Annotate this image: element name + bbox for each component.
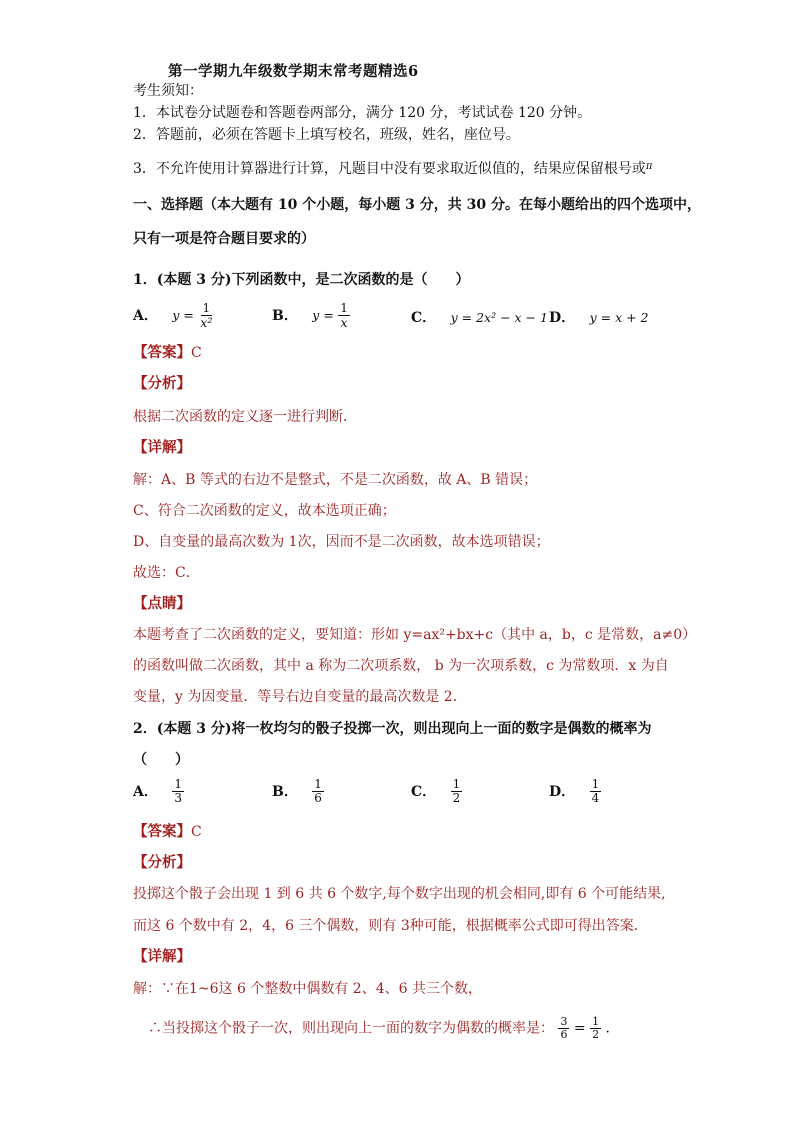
q2-result-equals: = bbox=[573, 1020, 586, 1037]
question-2-analysis-tag: 【分析】 bbox=[133, 854, 191, 871]
question-1-detail-1: 解：A、B 等式的右边不是整式，不是二次函数，故 A、B 错误； bbox=[133, 472, 538, 488]
q2-result-denominator-2: 2 bbox=[592, 1028, 600, 1041]
q2-option-d-numerator: 1 bbox=[591, 777, 600, 791]
question-2-option-d bbox=[549, 778, 601, 805]
q2-detail-2-text: ∴当投掷这个骰子一次，则出现向上一面的数字为偶数的概率是： bbox=[148, 1020, 554, 1037]
question-2-option-c bbox=[411, 778, 462, 805]
q2-option-c-denominator: 2 bbox=[452, 791, 461, 805]
page-title: 第一学期九年级数学期末常考题精选6 bbox=[168, 63, 419, 80]
answer-value: C bbox=[191, 345, 202, 361]
option-c-label: C． bbox=[411, 310, 437, 326]
q2-result-fraction-1 bbox=[558, 1016, 569, 1041]
question-2-detail-tag: 【详解】 bbox=[133, 948, 191, 965]
q2-result-denominator-1: 6 bbox=[560, 1028, 568, 1041]
question-1-detail-2: C、符合二次函数的定义，故本选项正确； bbox=[133, 503, 396, 519]
question-1-comment-1: 本题考查了二次函数的定义，要知道：形如 y=ax²+bx+c（其中 a，b，c 是常数，a≠0） bbox=[133, 627, 697, 643]
notice-item-2: 2．答题前，必须在答题卡上填写校名，班级，姓名，座位号。 bbox=[133, 127, 520, 143]
question-1-comment-tag: 【点睛】 bbox=[133, 595, 191, 612]
question-1-detail-tag: 【详解】 bbox=[133, 439, 191, 456]
q2-option-b-label: B． bbox=[272, 783, 298, 800]
question-2-option-b bbox=[272, 778, 324, 805]
question-1-option-d bbox=[549, 308, 649, 328]
q2-option-c-fraction bbox=[451, 778, 463, 805]
question-1-text: (本题 3 分)下列函数中，是二次函数的是（ ） bbox=[156, 272, 470, 288]
notice-heading: 考生须知： bbox=[133, 83, 203, 99]
question-2-detail-1: 解：∵在1~6这 6 个整数中偶数有 2、4、6 共三个数， bbox=[133, 981, 482, 997]
notice-item-1: 1．本试卷分试题卷和答题卷两部分，满分 120 分，考试试卷 120 分钟。 bbox=[133, 105, 592, 121]
question-1-number: 1． bbox=[133, 272, 157, 288]
question-1-comment-2: 的函数叫做二次函数，其中 a 称为二次项系数， b 为一次项系数，c 为常数项．x 为自 bbox=[133, 658, 669, 674]
option-a-label: A． bbox=[133, 307, 158, 324]
q2-result-fraction-2 bbox=[590, 1016, 601, 1041]
question-1-analysis-tag: 【分析】 bbox=[133, 375, 191, 392]
q2-option-d-label: D． bbox=[549, 783, 576, 800]
answer-tag: 【答案】 bbox=[133, 344, 191, 361]
question-2-option-a bbox=[133, 778, 184, 805]
q2-option-d-fraction bbox=[590, 778, 602, 805]
q2-result-numerator-1: 3 bbox=[560, 1015, 568, 1028]
q2-option-a-numerator: 1 bbox=[174, 777, 182, 791]
question-1-detail-4: 故选：C． bbox=[133, 565, 200, 581]
q2-option-b-fraction bbox=[312, 778, 324, 805]
q2-option-b-denominator: 6 bbox=[314, 791, 322, 805]
notice-item-3-text: 3．不允许使用计算器进行计算，凡题目中没有要求取近似值的，结果应保留根号或 bbox=[133, 161, 646, 177]
q2-option-a-denominator: 3 bbox=[174, 791, 182, 805]
option-d-expression: y = x + 2 bbox=[589, 310, 649, 325]
question-1-comment-3: 变量，y 为因变量．等号右边自变量的最高次数是 2． bbox=[133, 689, 467, 705]
option-a-fraction bbox=[198, 302, 214, 329]
question-2-answer bbox=[133, 822, 202, 842]
section-heading-line-2: 只有一项是符合题目要求的） bbox=[133, 231, 315, 247]
option-b-label: B． bbox=[272, 307, 298, 324]
question-1-stem bbox=[133, 270, 470, 290]
q2-option-d-denominator: 4 bbox=[591, 791, 600, 805]
question-2-detail-2 bbox=[148, 1016, 620, 1041]
question-2-text: (本题 3 分)将一枚均匀的骰子投掷一次，则出现向上一面的数字是偶数的概率为 bbox=[156, 721, 652, 737]
notice-item-3 bbox=[133, 157, 652, 179]
q2-answer-value: C bbox=[191, 824, 202, 840]
pi-symbol: π bbox=[645, 161, 653, 172]
question-2-analysis-1: 投掷这个骰子会出现 1 到 6 共 6 个数字,每个数字出现的机会相同,即有 6 个可能结果, bbox=[133, 886, 666, 902]
question-2-analysis-2: 而这 6 个数中有 2，4，6 三个偶数，则有 3种可能，根据概率公式即可得出答案． bbox=[133, 918, 648, 934]
option-a-lhs: y = bbox=[172, 307, 194, 323]
option-b-numerator: 1 bbox=[340, 301, 348, 315]
q2-option-a-label: A． bbox=[133, 783, 158, 800]
option-a-denominator: x² bbox=[200, 315, 213, 330]
section-heading-line-1: 一、选择题（本大题有 10 个小题，每小题 3 分，共 30 分。在每小题给出的四个选项中， bbox=[133, 197, 701, 213]
question-1-analysis: 根据二次函数的定义逐一进行判断． bbox=[133, 409, 357, 425]
question-1-detail-3: D、自变量的最高次数为 1次，因而不是二次函数，故本选项错误； bbox=[133, 534, 550, 550]
q2-option-b-numerator: 1 bbox=[314, 777, 322, 791]
question-2-number: 2． bbox=[133, 721, 157, 737]
q2-result-end: ． bbox=[605, 1020, 620, 1037]
option-b-fraction bbox=[338, 302, 350, 329]
question-1-answer bbox=[133, 343, 202, 363]
question-2-stem bbox=[133, 719, 652, 739]
q2-answer-tag: 【答案】 bbox=[133, 823, 191, 840]
question-2-paren: （ ） bbox=[133, 752, 189, 768]
q2-result-numerator-2: 1 bbox=[592, 1015, 600, 1028]
option-b-lhs: y = bbox=[312, 307, 334, 323]
question-1-option-a bbox=[133, 302, 214, 329]
option-a-numerator: 1 bbox=[202, 301, 211, 315]
q2-option-a-fraction bbox=[172, 778, 184, 805]
option-b-denominator: x bbox=[340, 315, 348, 330]
q2-option-c-numerator: 1 bbox=[452, 777, 461, 791]
option-c-expression: y = 2x² − x − 1 bbox=[450, 310, 548, 325]
q2-option-c-label: C． bbox=[411, 783, 437, 800]
question-1-option-c bbox=[411, 308, 548, 328]
question-1-option-b bbox=[272, 302, 350, 329]
option-d-label: D． bbox=[549, 310, 576, 326]
